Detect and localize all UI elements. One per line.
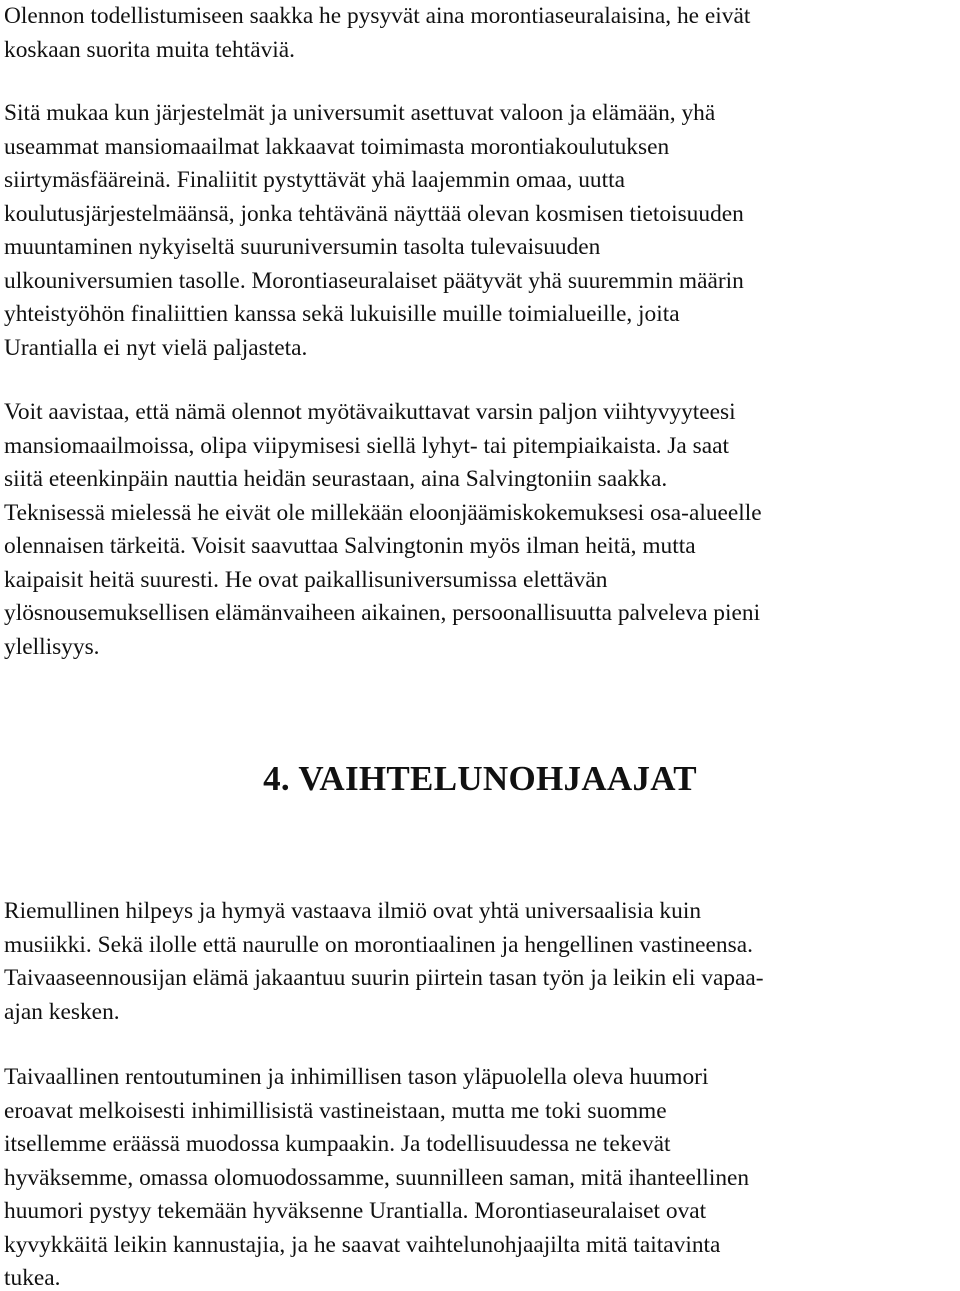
text-line: ylellisyys.: [4, 633, 100, 660]
text-line: Riemullinen hilpeys ja hymyä vastaava ilmiö ovat yhtä universaalisia kuin: [4, 898, 702, 924]
text-line: itsellemme eräässä muodossa kumpaakin. Ja todellisuudessa ne tekevät: [4, 1131, 671, 1157]
text-line: Olennon todellistumiseen saakka he pysyvät aina morontiaseuralaisina, he eivät: [4, 3, 751, 29]
text-line: huumori pystyy tekemään hyväksenne Urantialla. Morontiaseuralaiset ovat: [4, 1198, 707, 1224]
text-line: Taivaaseennousijan elämä jakaantuu suurin piirtein tasan työn ja leikin eli vapaa-: [4, 965, 764, 991]
text-line: Teknisessä mielessä he eivät ole millekään eloonjäämiskokemuksesi osa-alueelle: [4, 499, 762, 526]
text-line: koulutusjärjestelmäänsä, jonka tehtävänä näyttää olevan kosmisen tietoisuuden: [4, 200, 744, 227]
text-line: koskaan suorita muita tehtäviä.: [4, 36, 296, 63]
text-line: siirtymäsfääreinä. Finaliitit pystyttävät yhä laajemmin omaa, uutta: [4, 167, 625, 193]
paragraph-companions: [4, 396, 960, 664]
text-line: ajan kesken.: [4, 998, 120, 1025]
text-line: muuntaminen nykyiseltä suuruniversumin tasolta tulevaisuuden: [4, 234, 601, 260]
text-line: siitä eteenkinpäin nauttia heidän seurastaan, aina Salvingtoniin saakka.: [4, 466, 668, 492]
paragraph-relaxation: [4, 1061, 960, 1291]
text-line: Sitä mukaa kun järjestelmät ja universumit asettuvat valoon ja elämään, yhä: [4, 100, 716, 126]
text-line: Taivaallinen rentoutuminen ja inhimillisen tason yläpuolella oleva huumori: [4, 1064, 709, 1090]
paragraph-intro: [4, 0, 960, 67]
text-line: ulkouniversumien tasolle. Morontiaseuralaiset päätyvät yhä suuremmin määrin: [4, 267, 744, 294]
text-line: kaipaisit heitä suuresti. He ovat paikallisuniversumissa elettävän: [4, 566, 608, 593]
text-line: yhteistyöhön finaliittien kanssa sekä lukuisille muille toimialueille, joita: [4, 301, 680, 327]
text-line: useammat mansiomaailmat lakkaavat toimimasta morontiakoulutuksen: [4, 133, 670, 160]
text-line: kyvykkäitä leikin kannustajia, ja he saavat vaihtelunohjaajilta mitä taitavinta: [4, 1231, 721, 1258]
text-line: olennaisen tärkeitä. Voisit saavuttaa Salvingtonin myös ilman heitä, mutta: [4, 533, 696, 559]
paragraph-mansion-worlds: [4, 97, 960, 365]
text-line: eroavat melkoisesti inhimillisistä vastineistaan, mutta me toki suomme: [4, 1097, 667, 1124]
text-line: hyväksemme, omassa olomuodossamme, suunnilleen saman, mitä ihanteellinen: [4, 1164, 750, 1191]
text-line: mansiomaailmoissa, olipa viipymisesi siellä lyhyt- tai pitempiaikaista. Ja saat: [4, 432, 729, 459]
text-line: tukea.: [4, 1265, 61, 1291]
text-line: Urantialla ei nyt vielä paljasteta.: [4, 334, 308, 361]
section-heading: 4. VAIHTELUNOHJAAJAT: [263, 759, 697, 798]
text-line: Voit aavistaa, että nämä olennot myötävaikuttavat varsin paljon viihtyvyyteesi: [4, 399, 736, 425]
text-line: ylösnousemuksellisen elämänvaiheen aikainen, persoonallisuutta palveleva pieni: [4, 600, 761, 626]
text-line: musiikki. Sekä ilolle että naurulle on morontiaalinen ja hengellinen vastineensa.: [4, 931, 753, 958]
paragraph-humor: [4, 895, 960, 1029]
